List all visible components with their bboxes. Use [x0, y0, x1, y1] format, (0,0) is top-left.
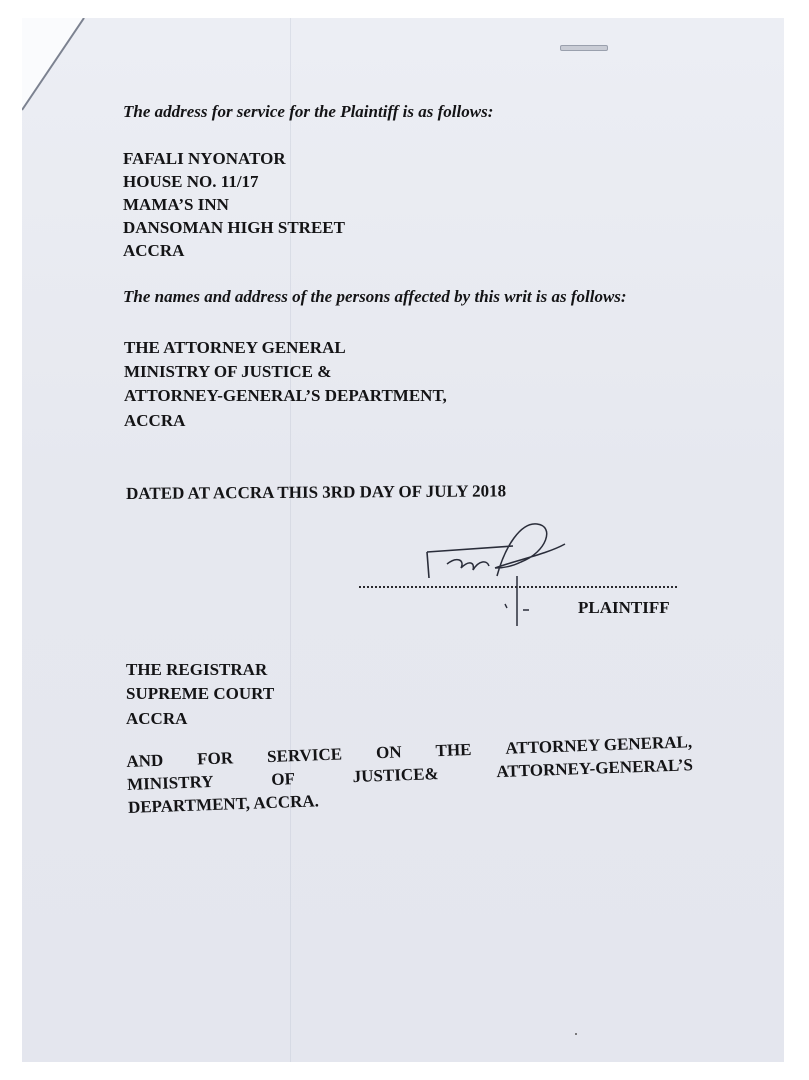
dated-line: DATED AT ACCRA THIS 3RD DAY OF JULY 2018 — [126, 481, 507, 503]
service-word: FOR — [196, 748, 234, 769]
plaintiff-signature — [417, 516, 577, 626]
affected-line-3: ATTORNEY-GENERAL’S DEPARTMENT, — [124, 386, 447, 405]
service-word: SERVICE — [266, 744, 343, 767]
affected-persons-intro: The names and address of the persons affected by this writ is as follows: — [123, 287, 627, 306]
plaintiff-address-intro: The address for service for the Plaintiff is as follows: — [123, 102, 494, 121]
paper-speck — [575, 1033, 577, 1035]
plaintiff-label: PLAINTIFF — [578, 598, 670, 617]
page-fold-shadow — [22, 18, 112, 138]
document-page — [22, 18, 784, 1062]
affected-line-1: THE ATTORNEY GENERAL — [124, 338, 346, 357]
service-word: ON — [375, 742, 402, 763]
registrar-line-3: ACCRA — [126, 709, 188, 728]
plaintiff-street: DANSOMAN HIGH STREET — [123, 218, 345, 237]
service-word: AND — [126, 750, 164, 771]
signature-line — [359, 580, 677, 588]
service-line-3: DEPARTMENT, ACCRA. — [127, 791, 320, 817]
plaintiff-city: ACCRA — [123, 241, 185, 260]
staple — [560, 45, 608, 51]
service-word: JUSTICE& — [352, 764, 439, 787]
paper-crease — [290, 18, 291, 1062]
service-word: MINISTRY — [126, 771, 214, 794]
service-word: ATTORNEY GENERAL, — [505, 732, 693, 758]
service-word: THE — [435, 739, 472, 761]
registrar-line-1: THE REGISTRAR — [126, 660, 268, 679]
service-notice — [126, 730, 694, 819]
plaintiff-house: HOUSE NO. 11/17 — [123, 172, 259, 191]
affected-line-4: ACCRA — [124, 411, 186, 430]
service-word: ATTORNEY-GENERAL’S — [496, 755, 694, 782]
affected-line-2: MINISTRY OF JUSTICE & — [124, 362, 332, 381]
registrar-line-2: SUPREME COURT — [126, 684, 275, 703]
service-word: OF — [270, 769, 296, 789]
plaintiff-inn: MAMA’S INN — [123, 195, 229, 214]
plaintiff-name: FAFALI NYONATOR — [123, 149, 286, 168]
